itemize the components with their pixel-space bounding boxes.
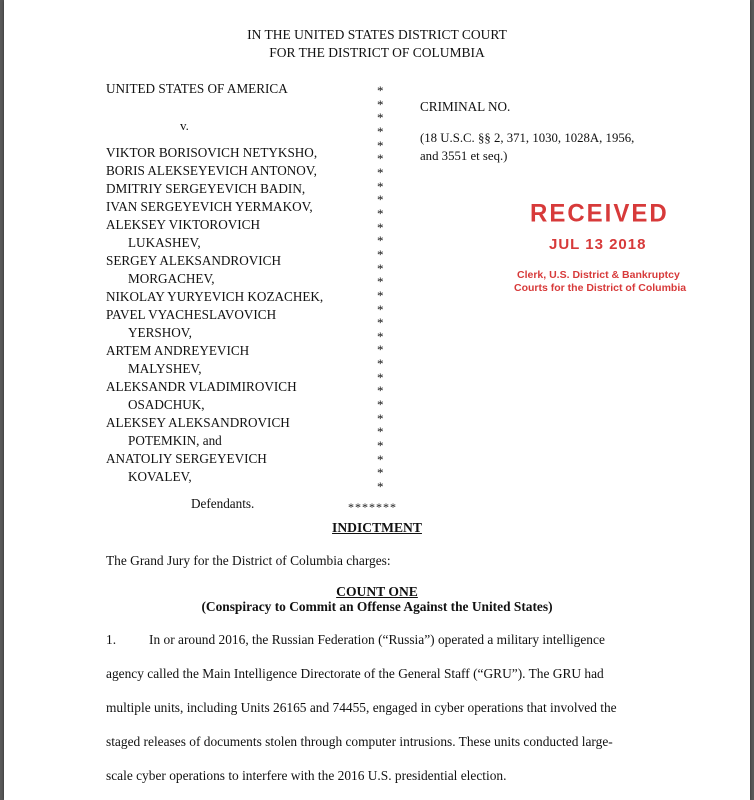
paragraph-number: 1. (106, 632, 117, 647)
defendant-line: NIKOLAY YURYEVICH KOZACHEK, (106, 289, 324, 304)
star: * (377, 96, 384, 112)
defendant-line: POTEMKIN, and (128, 433, 222, 448)
paragraph-line: agency called the Main Intelligence Directorate of the General Staff (“GRU”). The GRU had (106, 666, 604, 681)
defendant-line: MORGACHEV, (128, 271, 215, 286)
star: * (377, 301, 384, 317)
count-title: COUNT ONE (336, 584, 418, 599)
criminal-number-label: CRIMINAL NO. (420, 99, 511, 114)
star: * (377, 246, 384, 262)
star: * (377, 233, 384, 249)
star: * (377, 274, 384, 290)
defendant-line: ALEKSEY ALEKSANDROVICH (106, 415, 290, 430)
star: * (377, 287, 384, 303)
star: * (377, 397, 384, 413)
defendants-label: Defendants. (191, 496, 255, 511)
defendant-line: SERGEY ALEKSANDROVICH (106, 253, 281, 268)
defendant-line: OSADCHUK, (128, 397, 205, 412)
star: * (377, 424, 384, 440)
defendant-line: ARTEM ANDREYEVICH (106, 343, 250, 358)
star: * (377, 369, 384, 385)
star: * (377, 83, 384, 98)
star: * (377, 164, 384, 180)
versus-label: v. (180, 118, 189, 133)
defendant-line: DMITRIY SERGEYEVICH BADIN, (106, 181, 306, 196)
star: * (377, 123, 384, 139)
stamp-received-title: RECEIVED (530, 199, 669, 228)
defendant-line: KOVALEV, (128, 469, 192, 484)
count-subtitle: (Conspiracy to Commit an Offense Against the United States) (201, 599, 553, 614)
star: * (377, 328, 384, 344)
star: * (377, 410, 384, 426)
defendant-line: ALEKSEY VIKTOROVICH (106, 217, 260, 232)
caption-star-column (377, 84, 384, 494)
star: * (377, 205, 384, 221)
star: * (377, 315, 384, 331)
defendant-line: ANATOLIY SERGEYEVICH (106, 451, 267, 466)
star: * (377, 219, 384, 235)
defendant-line: YERSHOV, (128, 325, 192, 340)
star: * (377, 151, 384, 167)
grand-jury-statement: The Grand Jury for the District of Columbia charges: (106, 553, 391, 568)
indictment-title: INDICTMENT (332, 520, 422, 535)
paragraph-line: In or around 2016, the Russian Federation (“Russia”) operated a military intelligence (149, 632, 605, 647)
star: * (377, 342, 384, 358)
defendant-line: PAVEL VYACHESLAVOVICH (106, 307, 277, 322)
star: * (377, 110, 384, 126)
stamp-line1: Clerk, U.S. District & Bankruptcy (517, 269, 680, 281)
star: * (377, 356, 384, 372)
defendant-line: LUKASHEV, (128, 235, 201, 250)
star: * (377, 137, 384, 153)
paragraph-line: staged releases of documents stolen through computer intrusions. These units conducted large- (106, 734, 613, 749)
plaintiff-name: UNITED STATES OF AMERICA (106, 81, 288, 96)
star: * (377, 260, 384, 276)
star: * (377, 438, 384, 454)
paragraph-line: multiple units, including Units 26165 and 74455, engaged in cyber operations that involved the (106, 700, 617, 715)
defendant-line: ALEKSANDR VLADIMIROVICH (106, 379, 297, 394)
star: * (377, 465, 384, 481)
defendant-line: BORIS ALEKSEYEVICH ANTONOV, (106, 163, 317, 178)
paragraph-line: scale cyber operations to interfere with the 2016 U.S. presidential election. (106, 768, 507, 783)
star: * (377, 192, 384, 208)
defendant-line: IVAN SERGEYEVICH YERMAKOV, (106, 199, 313, 214)
star: * (377, 178, 384, 194)
star: * (377, 479, 384, 495)
statutes-line2: and 3551 et seq.) (420, 149, 508, 163)
stamp-date: JUL 13 2018 (549, 236, 647, 253)
caption-star-row: ******* (348, 500, 397, 514)
star: * (377, 383, 384, 399)
statutes-line1: (18 U.S.C. §§ 2, 371, 1030, 1028A, 1956, (420, 131, 635, 145)
star: * (377, 451, 384, 467)
document-page (4, 0, 750, 800)
defendant-line: VIKTOR BORISOVICH NETYKSHO, (106, 145, 318, 160)
stamp-line2: Courts for the District of Columbia (514, 282, 687, 294)
defendant-line: MALYSHEV, (128, 361, 202, 376)
court-name-line2: FOR THE DISTRICT OF COLUMBIA (269, 45, 485, 60)
court-name-line1: IN THE UNITED STATES DISTRICT COURT (247, 27, 507, 42)
